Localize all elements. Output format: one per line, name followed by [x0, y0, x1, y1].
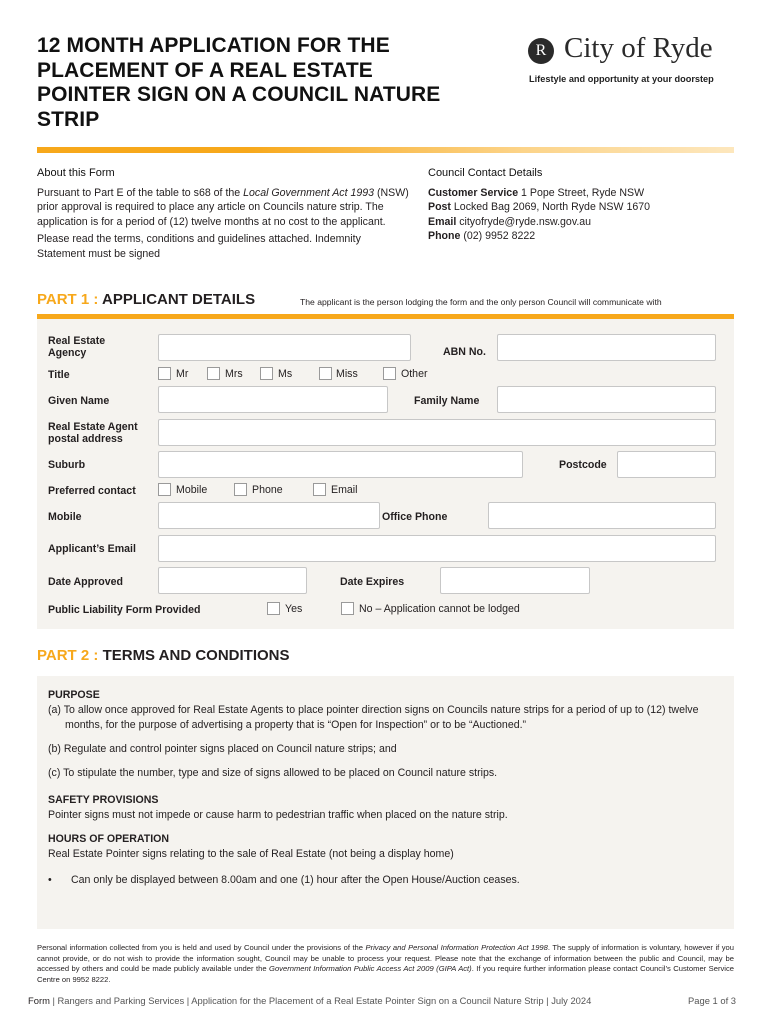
hours-heading: HOURS OF OPERATION	[48, 833, 170, 845]
applicant-email-input[interactable]	[158, 535, 716, 562]
contact-mobile-checkbox[interactable]	[158, 483, 171, 496]
agency-label-line2: Agency	[48, 347, 87, 359]
cs-label: Customer Service	[428, 186, 519, 199]
email-label: Email	[428, 215, 457, 228]
purpose-item-b: (b) Regulate and control pointer signs placed on Council nature strips; and	[48, 743, 397, 755]
office-phone-label: Office Phone	[382, 511, 448, 523]
family-name-input[interactable]	[497, 386, 716, 413]
about-act-name: Local Government Act 1993	[243, 186, 375, 199]
date-approved-label: Date Approved	[48, 576, 123, 588]
title-mrs-checkbox[interactable]	[207, 367, 220, 380]
suburb-label: Suburb	[48, 459, 86, 471]
email-value[interactable]: cityofryde@ryde.nsw.gov.au	[456, 215, 592, 228]
title-miss-checkbox[interactable]	[319, 367, 332, 380]
part1-note: The applicant is the person lodging the form and the only person Council will communicate with	[300, 297, 662, 307]
logo-name: City of Ryde	[564, 32, 713, 64]
contact-phone-label: Phone	[252, 484, 283, 496]
part2-title: TERMS AND CONDITIONS	[102, 647, 290, 664]
part1-title: APPLICANT DETAILS	[102, 291, 256, 308]
contact-customer-service	[428, 186, 734, 201]
about-text-a: Pursuant to Part E of the table to s68 of the	[37, 186, 244, 199]
liability-label: Public Liability Form Provided	[48, 604, 201, 616]
date-approved-input[interactable]	[158, 567, 307, 594]
agency-label-line1: Real Estate	[48, 335, 106, 347]
privacy-text-3: . If you require further information please contact Council’s Customer Service Centre on 9952 8222.	[37, 964, 735, 984]
mobile-input[interactable]	[158, 502, 380, 529]
purpose-item-c: (c) To stipulate the number, type and size of signs allowed to be placed on Council nature strips.	[48, 767, 498, 779]
postal-address-label	[48, 421, 138, 445]
liability-yes-checkbox[interactable]	[267, 602, 280, 615]
safety-heading: SAFETY PROVISIONS	[48, 794, 159, 806]
contact-heading: Council Contact Details	[428, 167, 543, 179]
agency-input[interactable]	[158, 334, 411, 361]
purpose-heading: PURPOSE	[48, 689, 100, 701]
about-paragraph-1	[37, 186, 409, 230]
council-logo	[528, 32, 738, 86]
post-value: Locked Bag 2069, North Ryde NSW 1670	[450, 201, 651, 214]
part1-number: PART 1 :	[37, 291, 103, 308]
contact-email	[428, 215, 734, 230]
suburb-input[interactable]	[158, 451, 523, 478]
liability-no-label: No – Application cannot be lodged	[359, 603, 520, 615]
header-divider	[37, 147, 734, 153]
contact-section	[428, 166, 734, 244]
family-name-label: Family Name	[414, 395, 480, 407]
abn-label: ABN No.	[443, 346, 486, 358]
mobile-label: Mobile	[48, 511, 82, 523]
post-label: Post	[428, 201, 451, 214]
title-miss-label: Miss	[336, 368, 358, 380]
cs-value: 1 Pope Street, Ryde NSW	[518, 186, 645, 199]
contact-email-checkbox[interactable]	[313, 483, 326, 496]
page-number: Page 1 of 3	[688, 995, 736, 1006]
footer-description: | Rangers and Parking Services | Application for the Placement of a Real Estate Pointer Sign on a Council Nature Strip | July 2024	[49, 995, 592, 1006]
ryde-crest-icon: R	[528, 38, 554, 64]
postal-label-line1: Real Estate Agent	[48, 421, 138, 433]
title-label: Title	[48, 369, 70, 381]
title-other-label: Other	[401, 368, 428, 380]
applicant-email-label: Applicant’s Email	[48, 543, 136, 555]
liability-no-checkbox[interactable]	[341, 602, 354, 615]
contact-phone	[428, 229, 734, 244]
safety-text: Pointer signs must not impede or cause harm to pedestrian traffic when placed on the nature strip.	[48, 809, 508, 821]
privacy-act-1: Privacy and Personal Information Protection Act 1998	[365, 943, 548, 952]
contact-mobile-label: Mobile	[176, 484, 208, 496]
abn-input[interactable]	[497, 334, 716, 361]
postcode-label: Postcode	[559, 459, 607, 471]
postal-label-line2: postal address	[48, 433, 123, 445]
phone-label: Phone	[428, 230, 461, 243]
postal-address-input[interactable]	[158, 419, 716, 446]
privacy-text-1: Personal information collected from you is held and used by Council under the provisions of the	[37, 943, 366, 952]
hours-text: Real Estate Pointer signs relating to the sale of Real Estate (not being a display home)	[48, 848, 454, 860]
date-expires-input[interactable]	[440, 567, 590, 594]
given-name-input[interactable]	[158, 386, 388, 413]
preferred-contact-label: Preferred contact	[48, 485, 136, 497]
title-mrs-label: Mrs	[225, 368, 243, 380]
about-paragraph-2: Please read the terms, conditions and guidelines attached. Indemnity Statement must be signed	[37, 233, 361, 260]
date-expires-label: Date Expires	[340, 576, 405, 588]
page-title: 12 MONTH APPLICATION FOR THE PLACEMENT OF A REAL ESTATE POINTER SIGN ON A COUNCIL NATURE STRIP	[37, 34, 441, 131]
logo-tagline: Lifestyle and opportunity at your doorstep	[529, 74, 714, 84]
contact-phone-checkbox[interactable]	[234, 483, 247, 496]
terms-section	[37, 676, 734, 929]
privacy-text-2: . The supply of information is voluntary, however if you cannot provide, or do not wish to provide the information sought, Council may be unable to process your request. Please note that the exchange of information between the public and Council, may be accessed by others and could be made publicly available under the	[37, 943, 734, 974]
phone-value: (02) 9952 8222	[460, 230, 536, 243]
liability-yes-label: Yes	[285, 603, 303, 615]
contact-email-label: Email	[331, 484, 358, 496]
part2-heading	[37, 647, 290, 664]
contact-post	[428, 200, 734, 215]
part2-number: PART 2 :	[37, 647, 103, 664]
about-heading: About this Form	[37, 167, 115, 179]
title-mr-label: Mr	[176, 368, 189, 380]
title-ms-label: Ms	[278, 368, 293, 380]
title-ms-checkbox[interactable]	[260, 367, 273, 380]
applicant-form	[37, 319, 734, 629]
privacy-act-2: Government Information Public Access Act 2009 (GIPA Act)	[269, 964, 472, 974]
about-text-b: (NSW) prior approval is required to place any article on Councils nature strip. The application is for a period of (12) twelve months at no cost to the applicant.	[37, 186, 409, 228]
title-mr-checkbox[interactable]	[158, 367, 171, 380]
about-section	[37, 166, 409, 265]
title-other-checkbox[interactable]	[383, 367, 396, 380]
purpose-item-a: (a) To allow once approved for Real Estate Agents to place pointer direction signs on Councils nature strips for a period of up to (12) twelve months, for the purpose of advertising a property that is “Open for Inspection” or to be “Auctioned.”	[48, 704, 699, 731]
part1-heading	[37, 291, 255, 308]
page-footer	[28, 995, 736, 1006]
privacy-statement	[37, 943, 734, 985]
footer-form: Form	[28, 995, 50, 1006]
given-name-label: Given Name	[48, 395, 110, 407]
postcode-input[interactable]	[617, 451, 716, 478]
agency-label	[48, 335, 105, 359]
hours-bullet: • Can only be displayed between 8.00am and one (1) hour after the Open House/Auction ceases.	[48, 873, 723, 888]
office-phone-input[interactable]	[488, 502, 716, 529]
